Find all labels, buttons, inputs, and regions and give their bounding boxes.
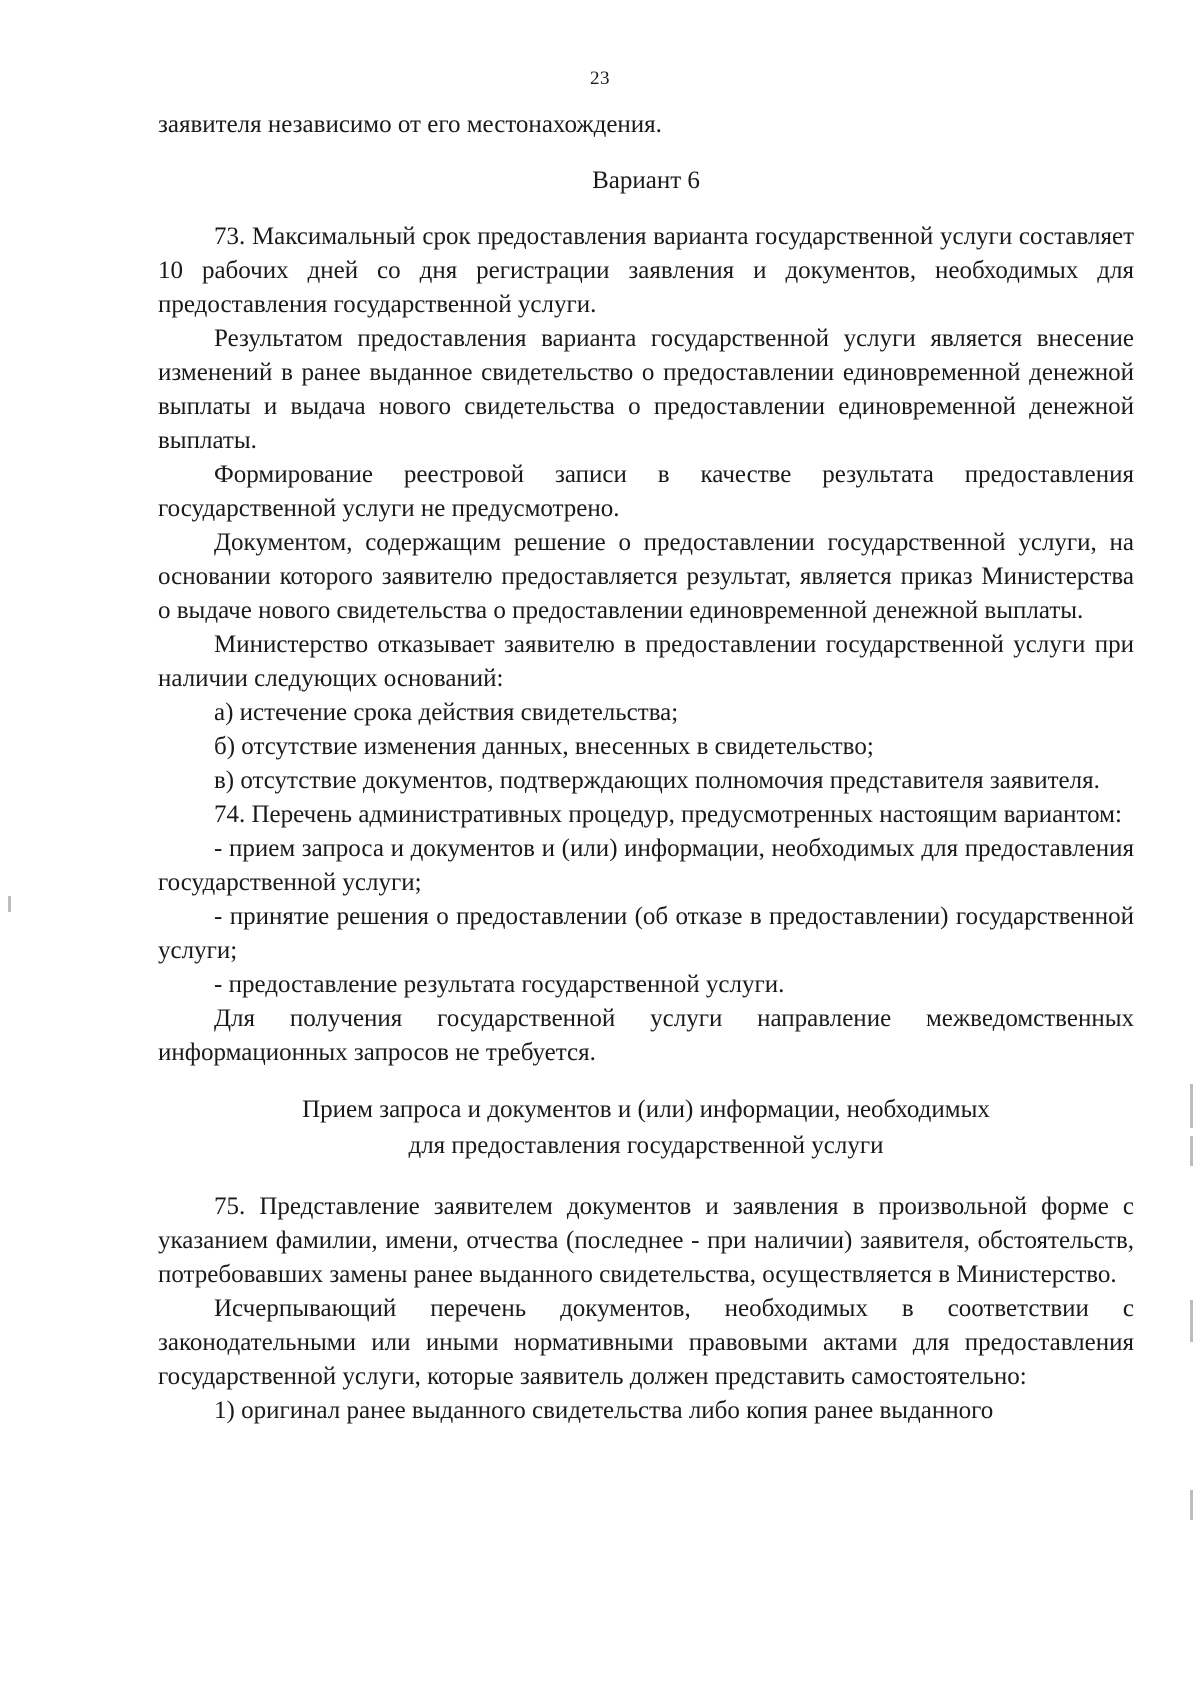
paragraph-refusal-grounds: Министерство отказывает заявителю в предоставлении государственной услуги при наличии следующих оснований: [158,631,1134,692]
procedure-item-3: - предоставление результата государственной услуги. [214,971,785,998]
procedure-item-2: - принятие решения о предоставлении (об отказе в предоставлении) государственной услуги; [158,903,1134,964]
paragraph-result: Результатом предоставления варианта государственной услуги является внесение изменений в ранее выданное свидетельство о предоставлении единовременной денежной выплаты и выдача нового свидетельства о предоставлении единовременной денежной выплаты. [158,325,1134,454]
paragraph-document-list: Исчерпывающий перечень документов, необходимых в соответствии с законодательными или иными нормативными правовыми актами для предоставления государственной услуги, которые заявитель должен представить самостоятельно: [158,1295,1134,1390]
scan-artifact [8,896,11,912]
variant-section [158,220,1134,1070]
intro-line: заявителя независимо от его местонахождения. [158,111,662,138]
list-item-b: б) отсутствие изменения данных, внесенных в свидетельство; [214,733,874,760]
variant-heading: Вариант 6 [592,167,700,194]
section-heading-line-1: Прием запроса и документов и (или) информации, необходимых [302,1096,990,1123]
paragraph-decision-document: Документом, содержащим решение о предоставлении государственной услуги, на основании которого заявителю предоставляется результат, является приказ Министерства о выдаче нового свидетельства о предоставлении единовременной денежной выплаты. [158,529,1134,624]
paragraph-75: 75. Представление заявителем документов и заявления в произвольной форме с указанием фамилии, имени, отчества (последнее - при наличии) заявителя, обстоятельств, потребовавших замены ранее выданного свидетельства, осуществляется в Министерство. [158,1193,1134,1288]
procedure-item-1: - прием запроса и документов и (или) информации, необходимых для предоставления государственной услуги; [158,835,1134,896]
document-body [158,108,1134,1428]
paragraph-73: 73. Максимальный срок предоставления варианта государственной услуги составляет 10 рабочих дней со дня регистрации заявления и документов, необходимых для предоставления государственной услуги. [158,223,1134,318]
list-item-c: в) отсутствие документов, подтверждающих полномочия представителя заявителя. [214,767,1100,794]
scan-artifact [1190,1136,1193,1166]
scan-artifact [1190,1490,1193,1520]
section-heading-line-2: для предоставления государственной услуги [408,1132,884,1159]
paragraph-interagency: Для получения государственной услуги направление межведомственных информационных запросов не требуется. [158,1005,1134,1066]
paragraph-registry: Формирование реестровой записи в качестве результата предоставления государственной услуги не предусмотрено. [158,461,1134,522]
document-item-1: 1) оригинал ранее выданного свидетельства либо копия ранее выданного [214,1397,994,1424]
paragraph-74: 74. Перечень административных процедур, предусмотренных настоящим вариантом: [214,801,1122,828]
scan-artifact [1190,1300,1193,1342]
list-item-a: а) истечение срока действия свидетельства; [214,699,679,726]
page-number: 23 [590,68,610,89]
scan-artifact [1190,1084,1193,1128]
section-heading [158,1092,1134,1164]
request-section [158,1190,1134,1428]
